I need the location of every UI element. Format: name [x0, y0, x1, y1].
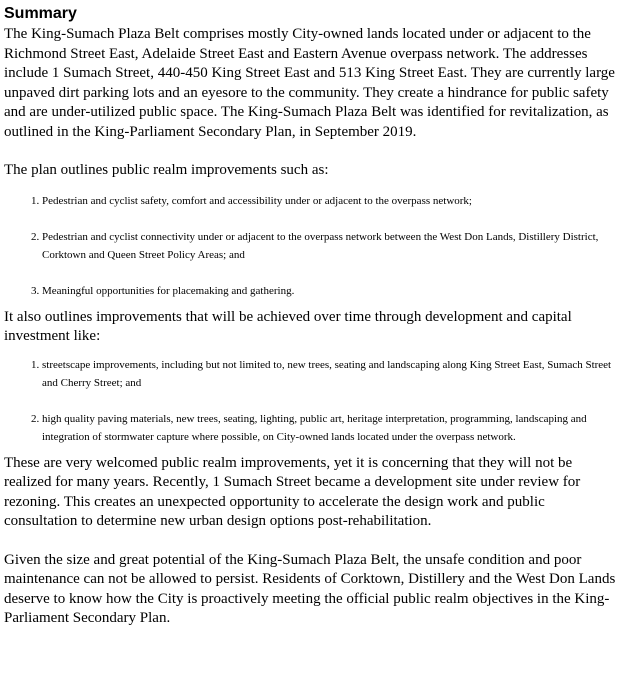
investment-improvements-list — [4, 356, 616, 446]
list-item-number: 1. — [31, 358, 40, 371]
list-item-text: Pedestrian and cyclist connectivity under or adjacent to the overpass network between the West Don Lands, Distillery District, Corktown and Queen Street Policy Areas; and — [42, 230, 599, 261]
plan-improvements-list — [4, 192, 616, 300]
list-item-number: 2. — [31, 230, 40, 243]
list-item-number: 1. — [31, 194, 40, 207]
over-time-paragraph: It also outlines improvements that will be achieved over time through development and capital investment like: — [4, 308, 572, 344]
list-item — [4, 356, 616, 392]
list-item-number: 3. — [31, 284, 40, 297]
list-item-text: Pedestrian and cyclist safety, comfort and accessibility under or adjacent to the overpass network; — [42, 194, 472, 207]
list-item — [4, 282, 616, 300]
closing-paragraph: Given the size and great potential of the King-Sumach Plaza Belt, the unsafe condition and poor maintenance can not be allowed to persist. Residents of Corktown, Distillery and the West Don Lands deserve to know how the City is proactively meeting the official public realm objectives in the King-Parliament Secondary Plan. — [4, 551, 616, 626]
list-item-text: high quality paving materials, new trees, seating, lighting, public art, heritage interpretation, programming, landscaping and integration of stormwater capture where possible, on City-owned lands located under the overpass network. — [42, 412, 587, 443]
list-item-text: Meaningful opportunities for placemaking and gathering. — [42, 284, 295, 297]
document-page — [4, 5, 616, 629]
summary-heading: Summary — [4, 5, 77, 22]
list-item-text: streetscape improvements, including but not limited to, new trees, seating and landscaping along King Street East, Sumach Street and Cherry Street; and — [42, 358, 612, 389]
plan-intro-paragraph: The plan outlines public realm improvements such as: — [4, 162, 329, 178]
list-item — [4, 410, 616, 446]
list-item — [4, 192, 616, 210]
list-item-number: 2. — [31, 412, 40, 425]
list-item — [4, 228, 616, 264]
intro-paragraph: The King-Sumach Plaza Belt comprises mostly City-owned lands located under or adjacent to the Richmond Street East, Adelaide Street East and Eastern Avenue overpass network. The addresses include 1 Sumach Street, 440-450 King Street East and 513 King Street East. They are currently large unpaved dirt parking lots and an eyesore to the community. They create a hindrance for public safety and are under-utilized public space. The King-Sumach Plaza Belt was identified for revitalization, as outlined in the King-Parliament Secondary Plan, in September 2019. — [4, 26, 615, 140]
concern-paragraph: These are very welcomed public realm improvements, yet it is concerning that they will not be realized for many years. Recently, 1 Sumach Street became a development site under review for rezoning. This creates an unexpected opportunity to accelerate the design work and public consultation to determine new urban design options post-rehabilitation. — [4, 454, 581, 529]
